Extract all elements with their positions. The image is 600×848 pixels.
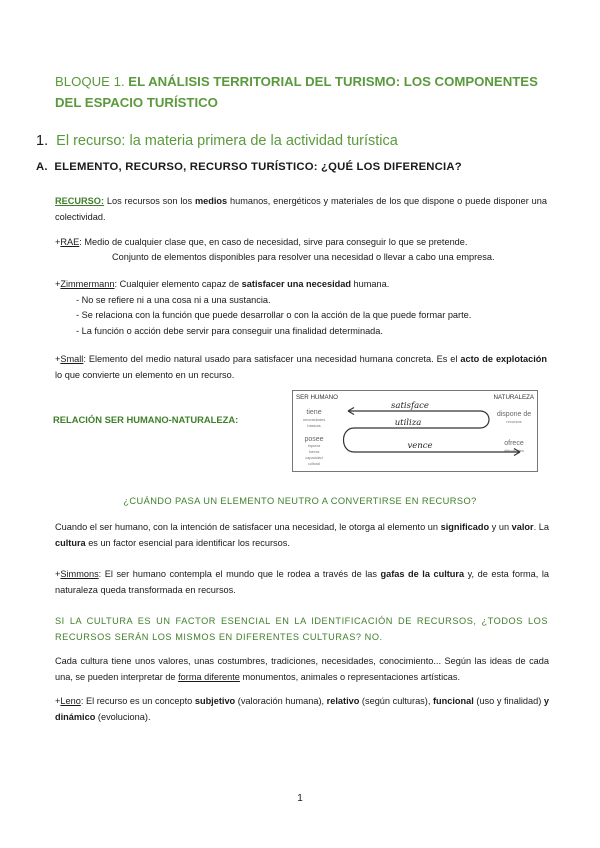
- para1-text-4: es un factor esencial para identificar los recursos.: [85, 537, 290, 548]
- zimmermann-bold-1: satisfacer una necesidad: [241, 279, 351, 289]
- diagram-left-2-sub: fuerza: [308, 450, 320, 454]
- question-2: SI LA CULTURA ES UN FACTOR ESENCIAL EN LA IDENTIFICACIÓN DE RECURSOS, ¿TODOS LOS RECURSOS SERÁN LOS MISMOS EN DIFERENTES CULTURAS? NO.: [55, 616, 548, 642]
- diagram-left-2-sub: cultural: [307, 462, 321, 466]
- leno-bold-4: y dinámico: [55, 696, 549, 722]
- small-bold-1: acto de explotación: [460, 354, 547, 364]
- leno-definition: +Leno: El recurso es un concepto subjetivo (valoración humana), relativo (según culturas), funcional (uso y finalidad) y dinámico (evoluciona).: [55, 696, 549, 722]
- rae-line-2: Conjunto de elementos disponibles para resolver una necesidad o llevar a cabo una empresa.: [112, 252, 495, 262]
- recurso-text-2: humanos, energéticos y materiales de los que dispone o puede disponer una colectividad.: [55, 196, 547, 222]
- arrow-label-vence: vence: [407, 441, 433, 451]
- simmons-definition: +Simmons: El ser humano contempla el mundo que le rodea a través de las gafas de la cultura y, de esta forma, la naturaleza queda transformada en recursos.: [55, 569, 549, 595]
- simmons-text-2: y, de esta forma, la naturaleza queda transformada en recursos.: [55, 569, 549, 595]
- leno-text-5: (evoluciona).: [95, 711, 151, 722]
- small-definition: +Small: Elemento del medio natural usado para satisfacer una necesidad humana concreta. Es el acto de explotación lo que convierte un elemento en un recurso.: [55, 354, 547, 380]
- paragraph-2: [55, 654, 549, 685]
- diagram-left-1-sub: necesidades: [302, 417, 326, 422]
- arrow-label-satisface: satisface: [391, 401, 429, 411]
- para2-underlined: forma diferente: [178, 671, 240, 682]
- diagram-right-2-sub: dificultades: [503, 448, 525, 453]
- diagram-left-1-sub: básicas: [307, 423, 321, 428]
- zimmermann-bullet: - No se refiere ni a una cosa ni a una sustancia.: [76, 295, 271, 305]
- zimmermann-text-1: : Cualquier elemento capaz de: [114, 279, 242, 289]
- title-main: EL ANÁLISIS TERRITORIAL DEL TURISMO: LOS COMPONENTES DEL ESPACIO TURÍSTICO: [55, 74, 538, 110]
- para2-text-1: Cada cultura tiene unos valores, unas costumbres, tradiciones, necesidades, conocimiento... Según las ideas de cada una, se pueden interpretar de: [55, 656, 549, 682]
- relacion-label: RELACIÓN SER HUMANO-NATURALEZA:: [53, 414, 239, 425]
- recurso-label: RECURSO:: [55, 196, 105, 206]
- recurso-definition: [55, 194, 547, 225]
- diagram-left-header: SER HUMANO: [296, 394, 338, 401]
- zimmermann-bullet: - Se relaciona con la función que puede desarrollar o con la acción de la que puede formar parte.: [76, 310, 472, 320]
- para1-text-3: . La: [533, 522, 549, 532]
- section-a-letter: A.: [36, 161, 48, 173]
- zimmermann-label: Zimmermann: [60, 279, 115, 289]
- zimmermann-definition: +Zimmermann: Cualquier elemento capaz de satisfacer una necesidad humana.: [55, 279, 390, 289]
- leno-bold-3: funcional: [432, 696, 474, 706]
- diagram-left-2-sub: riqueza: [307, 444, 321, 448]
- relation-diagram: [292, 390, 538, 472]
- recurso-text-1: Los recursos son los: [104, 196, 195, 206]
- section-1-title: El recurso: la materia primera de la actividad turística: [56, 133, 398, 149]
- diagram-right-header: NATURALEZA: [493, 394, 534, 401]
- diagram-right-1: dispone de: [496, 411, 532, 418]
- simmons-text-1: : El ser humano contempla el mundo que le rodea a través de las: [98, 569, 381, 579]
- leno-text-2: (valoración humana),: [235, 696, 327, 706]
- page-number: 1: [297, 793, 303, 804]
- document-title: [55, 71, 555, 113]
- leno-bold-2: relativo: [326, 696, 360, 706]
- leno-text-3: (según culturas),: [359, 696, 433, 706]
- paragraph-1: [55, 520, 549, 551]
- section-a-heading: [36, 161, 462, 173]
- arrow-label-utiliza: utiliza: [394, 418, 422, 428]
- para1-bold-3: cultura: [55, 537, 86, 548]
- diagram-left-2-sub: capacidad: [305, 456, 323, 460]
- diagram-right-2: ofrece: [504, 440, 524, 447]
- para1-text-1: Cuando el ser humano, con la intención de satisfacer una necesidad, le otorga al elemento un: [55, 522, 441, 532]
- rae-label: RAE: [60, 237, 80, 247]
- leno-text-1: : El recurso es un concepto: [80, 696, 195, 706]
- diagram-left-2: posee: [304, 436, 324, 443]
- rae-line-1: : Medio de cualquier clase que, en caso de necesidad, sirve para conseguir lo que se pretende.: [79, 237, 468, 247]
- para1-bold-1: significado: [440, 522, 490, 532]
- section-1-heading: [36, 133, 398, 149]
- diagram-right-1-sub: recursos: [506, 419, 522, 424]
- section-1-number: 1.: [36, 133, 49, 149]
- small-text-1: : Elemento del medio natural usado para satisfacer una necesidad humana concreta. Es el: [83, 354, 461, 364]
- section-a-title: ELEMENTO, RECURSO, RECURSO TURÍSTICO: ¿QUÉ LOS DIFERENCIA?: [54, 161, 462, 173]
- zimmermann-bullet: - La función o acción debe servir para conseguir una finalidad determinada.: [76, 326, 383, 336]
- recurso-bold-1: medios: [194, 196, 228, 206]
- title-prefix: BLOQUE 1.: [55, 74, 129, 89]
- small-text-2: lo que convierte un elemento en un recurso.: [55, 369, 235, 380]
- small-label: Small: [60, 354, 84, 364]
- question-1: ¿CUÁNDO PASA UN ELEMENTO NEUTRO A CONVERTIRSE EN RECURSO?: [123, 496, 477, 506]
- para1-bold-2: valor: [511, 522, 534, 532]
- leno-bold-1: subjetivo: [194, 696, 236, 706]
- leno-text-4: (uso y finalidad): [473, 696, 544, 706]
- zimmermann-text-2: humana.: [350, 279, 390, 289]
- para1-text-2: y un: [489, 522, 512, 532]
- rae-definition: +RAE: Medio de cualquier clase que, en caso de necesidad, sirve para conseguir lo que se pretende.: [55, 237, 468, 247]
- diagram-left-1: tiene: [306, 409, 322, 416]
- para2-text-2: monumentos, animales o representaciones artísticas.: [239, 671, 461, 682]
- leno-label: Leno: [60, 696, 81, 706]
- simmons-bold-1: gafas de la cultura: [380, 569, 465, 579]
- simmons-label: Simmons: [60, 569, 99, 579]
